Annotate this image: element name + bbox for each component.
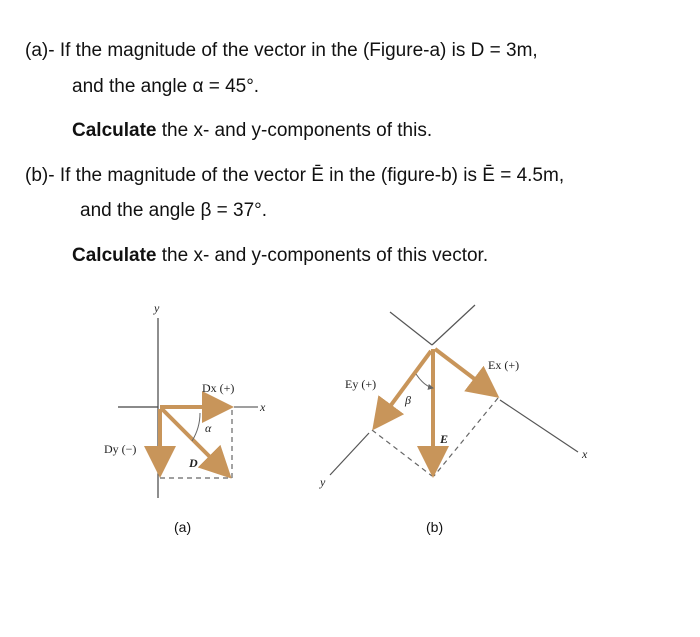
figure-b-x-axis [500, 400, 578, 452]
figure-b-y-axis [330, 433, 369, 475]
figure-a-angle-label: α [205, 421, 212, 435]
figure-b-ey-vector [377, 351, 431, 424]
calculate-rest: the x- and y-components of this. [156, 120, 433, 141]
figure-a-dy-label: Dy (−) [104, 442, 137, 456]
figure-b-ex-vector [435, 349, 493, 393]
question-a-line1: (a)- If the magnitude of the vector in the (Figure-a) is D = 3m, [25, 40, 538, 61]
figure-b-ey-label: Ey (+) [345, 377, 377, 391]
figure-b-caption: (b) [426, 519, 444, 535]
figure-b-ex-label: Ex (+) [488, 358, 520, 372]
figure-b-angle-label: β [405, 393, 411, 407]
figure-a [104, 301, 266, 535]
question-b-line2: and the angle β = 37°. [80, 200, 268, 221]
question-b-line1: (b)- If the magnitude of the vector Ē in the (figure-b) is Ē = 4.5m, [25, 165, 565, 186]
figure-b-axis-upper-left [390, 312, 432, 345]
calculate-rest: the x- and y-components of this vector. [156, 245, 489, 266]
figure-a-d-label: D [189, 456, 198, 470]
calculate-bold: Calculate [72, 120, 157, 141]
calculate-bold: Calculate [72, 245, 157, 266]
question-a-line2: and the angle α = 45°. [72, 76, 260, 97]
figure-a-x-label: x [260, 400, 266, 414]
figure-b-e-label: E [440, 432, 449, 446]
figure-b-x-label: x [582, 447, 588, 461]
figure-a-y-label: y [154, 301, 160, 315]
figure-b-dashed-left [372, 430, 432, 476]
figure-b-axis-upper-right [432, 305, 475, 345]
figure-a-caption: (a) [174, 519, 192, 535]
figure-b-y-label: y [320, 475, 326, 489]
figure-a-angle-arc [192, 413, 200, 441]
figure-b [319, 305, 588, 535]
figure-b-angle-arc [416, 374, 433, 388]
figure-a-dx-label: Dx (+) [202, 381, 235, 395]
